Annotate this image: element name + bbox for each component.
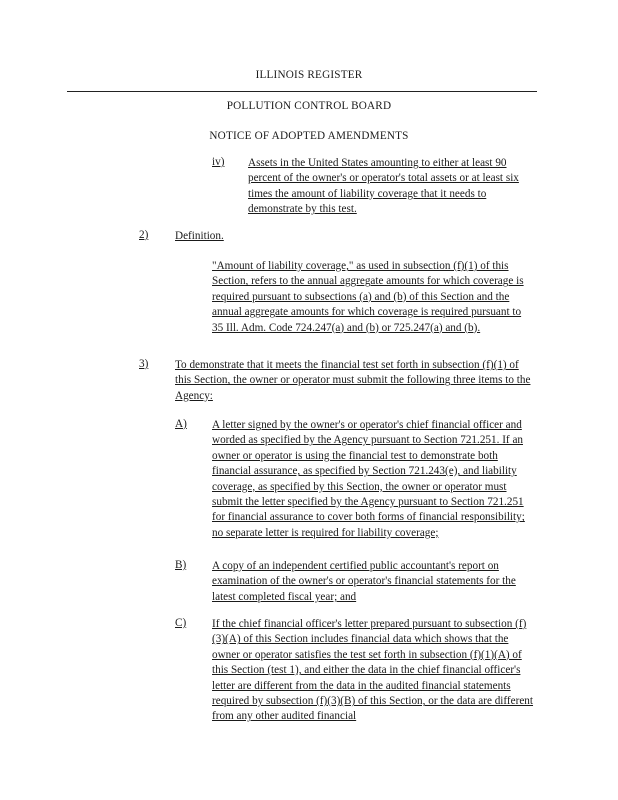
notice-header: NOTICE OF ADOPTED AMENDMENTS	[209, 130, 409, 142]
item-iv-label: iv)	[212, 156, 225, 168]
board-header: POLLUTION CONTROL BOARD	[226, 100, 392, 112]
item-2-heading: Definition.	[175, 230, 224, 242]
header-divider	[67, 91, 537, 92]
item-iv-text: Assets in the United States amounting to either at least 90 percent of the owner's or operator's total assets or at least six times the amount of liability coverage that it needs to demonstrate by this test.	[248, 157, 519, 216]
item-C-text: If the chief financial officer's letter prepared pursuant to subsection (f)(3)(A) of this Section includes financial data which shows that the owner or operator satisfies the test set forth in subsection (f)(1)(A) of this Section (test 1), and either the data in the chief financial officer's letter are different from the data in the audited financial statements required by subsection (f)(3)(B) of this Section, or the data are different from any other audited financial	[212, 618, 534, 723]
item-2-label: 2)	[139, 229, 149, 241]
register-header: ILLINOIS REGISTER	[255, 69, 363, 81]
item-B-text: A copy of an independent certified public accountant's report on examination of the owner's or operator's financial statements for the latest completed fiscal year; and	[212, 560, 516, 603]
item-C-label: C)	[175, 617, 187, 629]
item-B-label: B)	[175, 559, 187, 571]
item-3-text: To demonstrate that it meets the financial test set forth in subsection (f)(1) of this Section, the owner or operator must submit the following three items to the Agency:	[175, 359, 531, 402]
item-A-label: A)	[175, 418, 187, 430]
item-3-label: 3)	[139, 358, 149, 370]
item-2-text: "Amount of liability coverage," as used in subsection (f)(1) of this Section, refers to the annual aggregate amounts for which coverage is required pursuant to subsections (a) and (b) of this Section and the annual aggregate amounts for which coverage is required pursuant to 35 Ill. Adm. Code 724.247(a) and (b) or 725.247(a) and (b).	[212, 260, 524, 334]
item-A-text: A letter signed by the owner's or operator's chief financial officer and worded as specified by the Agency pursuant to Section 721.251. If an owner or operator is using the financial test to demonstrate both financial assurance, as specified by Section 721.243(e), and liability coverage, as specified by this Section, the owner or operator must submit the letter specified by the Agency pursuant to Section 721.251 for financial assurance to cover both forms of financial responsibility; no separate letter is required for liability coverage;	[212, 419, 525, 539]
